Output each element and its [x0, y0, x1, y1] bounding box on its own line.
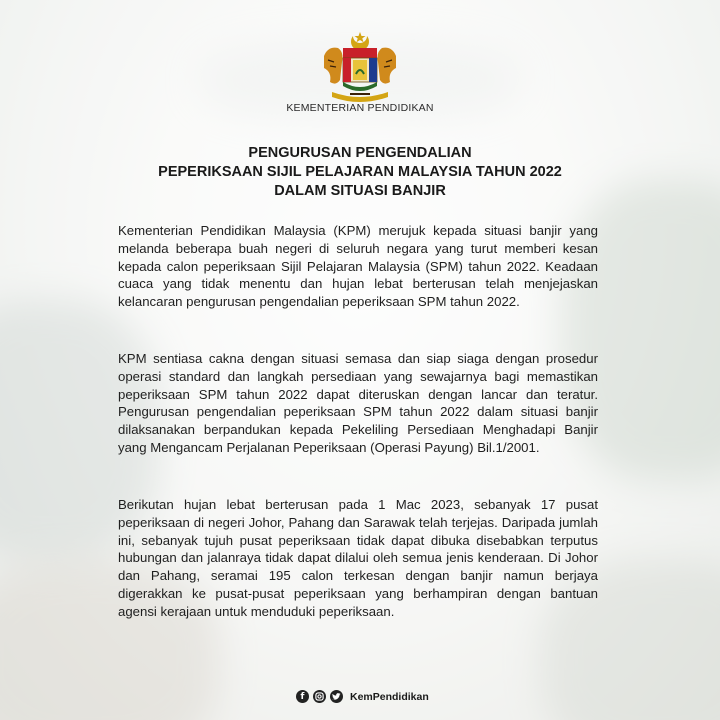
body-paragraph: Kementerian Pendidikan Malaysia (KPM) merujuk kepada situasi banjir yang melanda beberapa buah negeri di seluruh negara yang turut memberi kesan kepada calon peperiksaan Sijil Pelajaran Malaysia (SPM) tahun 2022. Keadaan cuaca yang tidak menentu dan hujan lebat berterusan telah menjejaskan kelancaran pengurusan pengendalian peperiksaan SPM tahun 2022.: [118, 223, 598, 310]
social-handle[interactable]: KemPendidikan: [350, 690, 429, 703]
twitter-icon[interactable]: [330, 690, 343, 703]
social-footer: [296, 690, 429, 703]
title-line: PENGURUSAN PENGENDALIAN: [248, 145, 472, 161]
instagram-icon[interactable]: [313, 690, 326, 703]
malaysia-coat-of-arms-logo: [316, 30, 404, 106]
title-line: PEPERIKSAAN SIJIL PELAJARAN MALAYSIA TAHUN 2022: [158, 164, 562, 180]
ministry-name: KEMENTERIAN PENDIDIKAN: [286, 102, 434, 114]
body-paragraph: KPM sentiasa cakna dengan situasi semasa dan siap siaga dengan prosedur operasi standard dan langkah persediaan yang sewajarnya bagi memastikan peperiksaan SPM tahun 2022 dapat diteruskan dengan lancar dan teratur. Pengurusan pengendalian peperiksaan SPM tahun 2022 dalam situasi banjir dilaksanakan berpandukan kepada Pekeliling Persediaan Menghadapi Banjir yang Mengancam Perjalanan Peperiksaan (Operasi Payung) Bil.1/2001.: [118, 351, 598, 455]
facebook-icon[interactable]: f: [296, 690, 309, 703]
body-paragraph: Berikutan hujan lebat berterusan pada 1 Mac 2023, sebanyak 17 pusat peperiksaan di negeri Johor, Pahang dan Sarawak telah terjejas. Daripada jumlah ini, sebanyak tujuh pusat peperiksaan tidak dapat dibuka disebabkan terputus hubungan dan jalanraya tidak dapat dilalui oleh semua jenis kenderaan. Di Johor dan Pahang, seramai 195 calon terkesan dengan banjir namun berjaya digerakkan ke pusat-pusat peperiksaan yang berhampiran dengan bantuan agensi kerajaan untuk menduduki peperiksaan.: [118, 497, 598, 619]
title-line: DALAM SITUASI BANJIR: [274, 183, 446, 199]
